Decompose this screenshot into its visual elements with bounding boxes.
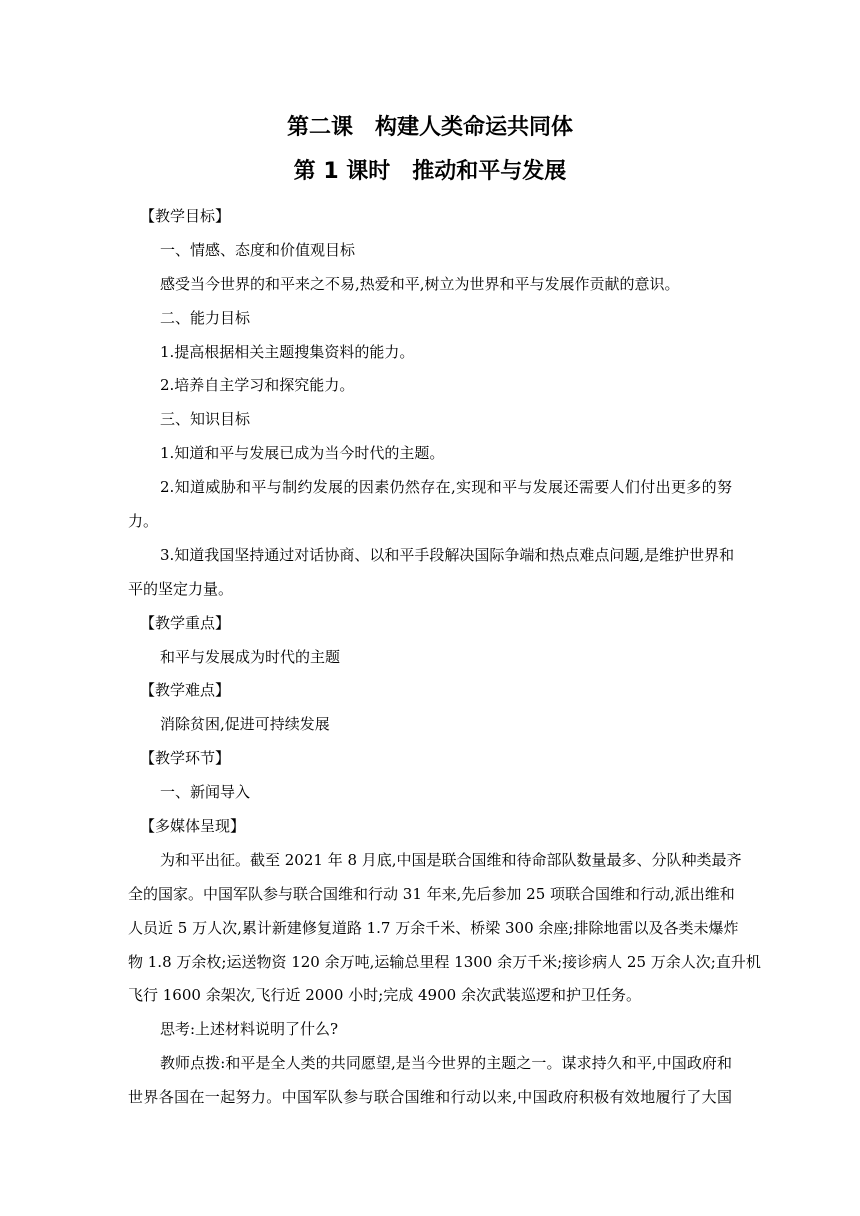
text-line: 三、知识目标 xyxy=(160,410,251,429)
text-line: 1.知道和平与发展已成为当今时代的主题。 xyxy=(160,444,445,463)
period-title: 第 1 课时 推动和平与发展 xyxy=(293,159,567,184)
document-body xyxy=(128,200,761,1115)
text-line: 飞行 1600 余架次,飞行近 2000 小时;完成 4900 余次武装巡逻和护卫任务。 xyxy=(128,986,641,1005)
text-line: 为和平出征。截至 2021 年 8 月底,中国是联合国维和待命部队数量最多、分队种类最齐 xyxy=(160,850,742,869)
text-line: 【教学难点】 xyxy=(140,681,231,700)
text-line: 人员近 5 万人次,累计新建修复道路 1.7 万余千米、桥梁 300 余座;排除地雷以及各类未爆炸 xyxy=(128,918,739,937)
text-line: 感受当今世界的和平来之不易,热爱和平,树立为世界和平与发展作贡献的意识。 xyxy=(160,274,680,293)
text-line: 2.培养自主学习和探究能力。 xyxy=(160,376,355,395)
text-line: 3.知道我国坚持通过对话协商、以和平手段解决国际争端和热点难点问题,是维护世界和 xyxy=(160,545,735,564)
text-line: 2.知道威胁和平与制约发展的因素仍然存在,实现和平与发展还需要人们付出更多的努 xyxy=(160,478,732,497)
text-line: 二、能力目标 xyxy=(160,308,251,327)
text-line: 【教学环节】 xyxy=(140,749,231,768)
text-line: 物 1.8 万余枚;运送物资 120 余万吨,运输总里程 1300 余万千米;接诊病人 25 万余人次;直升机 xyxy=(128,952,761,971)
text-line: 一、情感、态度和价值观目标 xyxy=(160,240,356,259)
text-line: 消除贫困,促进可持续发展 xyxy=(160,715,330,734)
text-line: 【教学目标】 xyxy=(140,207,231,225)
text-line: 平的坚定力量。 xyxy=(128,579,234,598)
text-line: 思考:上述材料说明了什么? xyxy=(160,1020,339,1039)
text-line: 全的国家。中国军队参与联合国维和行动 31 年来,先后参加 25 项联合国维和行动,派出维和 xyxy=(128,884,735,903)
text-line: 1.提高根据相关主题搜集资料的能力。 xyxy=(160,342,415,361)
text-line: 【教学重点】 xyxy=(140,613,231,632)
text-line: 【多媒体呈现】 xyxy=(140,817,246,836)
text-line: 教师点拨:和平是全人类的共同愿望,是当今世界的主题之一。谋求持久和平,中国政府和 xyxy=(160,1054,732,1073)
text-line: 和平与发展成为时代的主题 xyxy=(160,647,341,666)
text-line: 一、新闻导入 xyxy=(160,783,251,802)
text-line: 世界各国在一起努力。中国军队参与联合国维和行动以来,中国政府积极有效地履行了大国 xyxy=(128,1088,732,1107)
lesson-title: 第二课 构建人类命运共同体 xyxy=(286,115,573,140)
text-line: 力。 xyxy=(128,512,159,531)
